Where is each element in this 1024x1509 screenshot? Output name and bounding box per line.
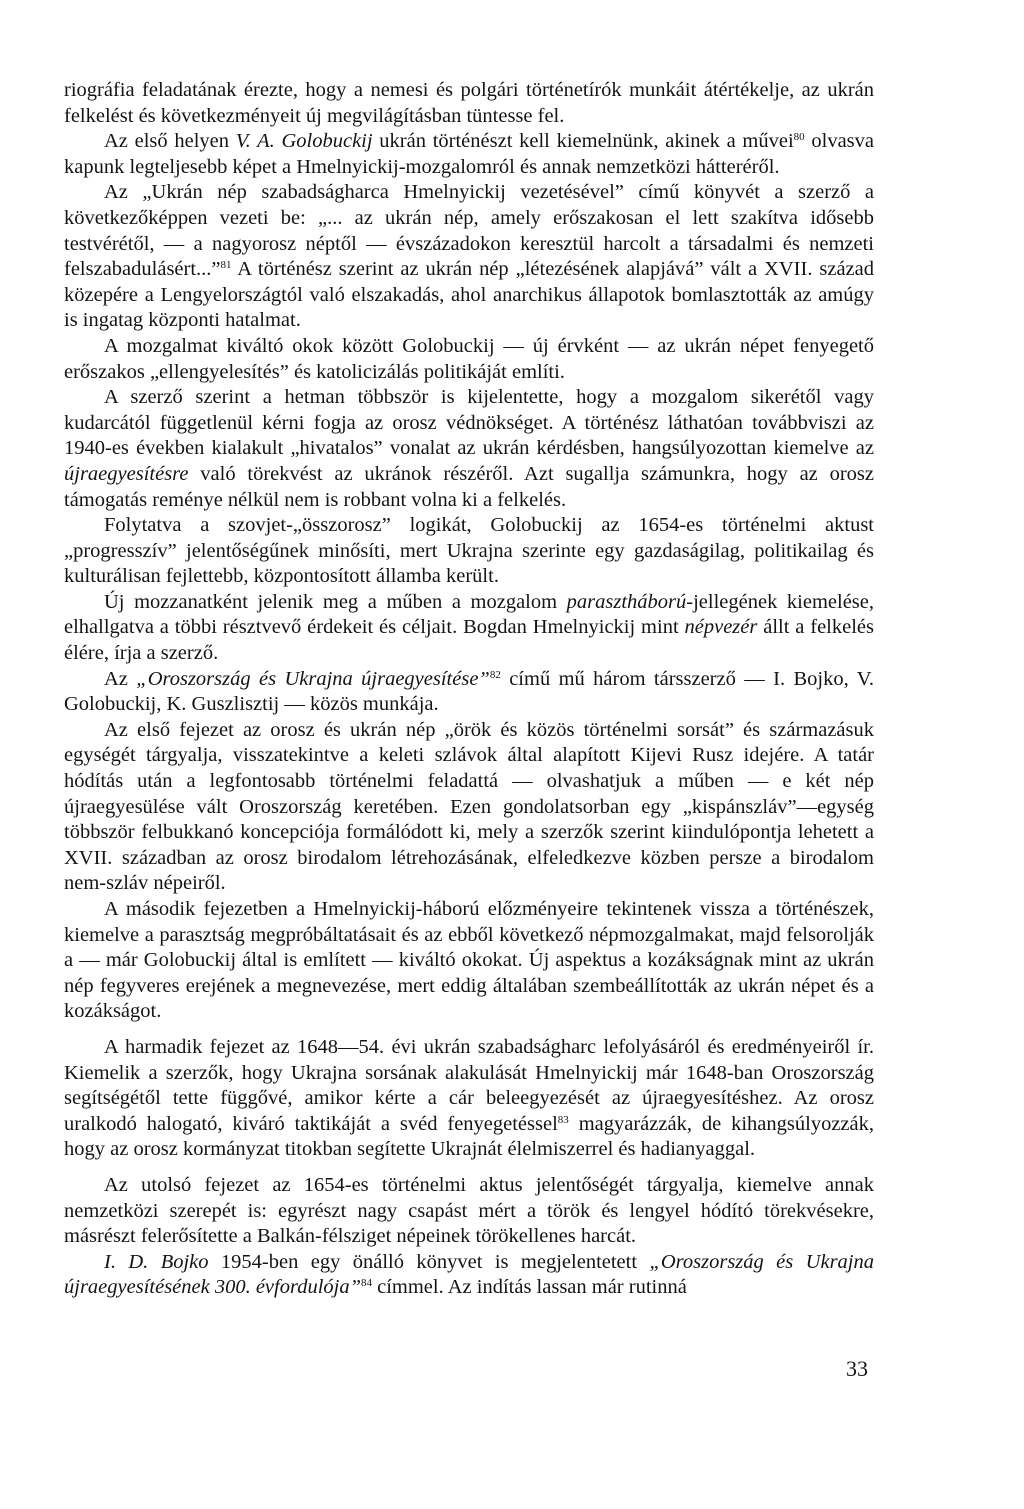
page-text-column	[64, 78, 874, 1301]
paragraph: riográfia feladatának érezte, hogy a nemesi és polgári történetírók munkáit átértékelje, az ukrán felkelést és következményeit új megvilágításban tüntesse fel.	[64, 79, 874, 127]
paragraph: Az „Oroszország és Ukrajna újraegyesítése”$^{82}$ című mű három társszerző — I. Bojko, V. Golobuckij, K. Guszlisztij — közös munkája.	[64, 667, 874, 716]
paragraph: I. D. Bojko 1954-ben egy önálló könyvet is megjelentetett „Oroszország és Ukrajna újraegyesítésének 300. évfordulója”$^{84}$ címmel. Az indítás lassan már rutinná	[64, 1250, 874, 1299]
page-number: 33	[846, 1356, 868, 1381]
paragraph: A harmadik fejezet az 1648—54. évi ukrán szabadságharc lefolyásáról és eredményeiről ír. Kiemelik a szerzők, hogy Ukrajna sorsának alakulását Hmelnyickij már 1648-ban Oroszország segítségétől tette függővé, amikor kérte a cár beleegyezését az újraegyesítéshez. Az orosz uralkodó halogató, kiváró taktikáját a svéd fenyegetéssel$^{83}$ magyarázzák, de kihangsúlyozzák, hogy az orosz kormányzat titokban segítette Ukrajnát élelmiszerrel és hadianyaggal.	[64, 1035, 875, 1161]
paragraph: Új mozzanatként jelenik meg a műben a mozgalom parasztháború-jellegének kiemelése, elhallgatva a többi résztvevő érdekeit és céljait. Bogdan Hmelnyickij mint népvezér állt a felkelés élére, írja a szerző.	[64, 590, 874, 665]
paragraph: A második fejezetben a Hmelnyickij-háború előzményeire tekintenek vissza a történészek, kiemelve a parasztság megpróbáltatásait és az ebből következő népmozgalmakat, majd felsorolják a — már Golobuckij által is említett — kiváltó okokat. Új aspektus a kozákságnak mint az ukrán nép fegyveres erejének a megnevezése, mert eddig általában szembeállították az ukrán népet és a kozákságot.	[64, 898, 874, 1023]
paragraph: A szerző szerint a hetman többször is kijelentette, hogy a mozgalom sikerétől vagy kudarcától függetlenül kérni fogja az orosz védnökséget. A történész láthatóan továbbviszi az 1940-es években kialakult „hivatalos” vonalat az ukrán kérdésben, hangsúlyozottan kiemelve az újraegyesítésre való törekvést az ukránok részéről. Azt sugallja számunkra, hogy az orosz támogatás reménye nélkül nem is robbant volna ki a felkelés.	[64, 386, 874, 511]
paragraph: Az első helyen V. A. Golobuckij ukrán történészt kell kiemelnünk, akinek a művei$^{80}$ olvasva kapunk legteljesebb képet a Hmelnyickij-mozgalomról és annak nemzetközi hátteréről.	[64, 130, 875, 178]
paragraph: Folytatva a szovjet-„összorosz” logikát, Golobuckij az 1654-es történelmi aktust „progresszív” jelentőségűnek minősíti, mert Ukrajna szerinte egy gazdaságilag, politikailag és kulturálisan fejlettebb, központosított államba került.	[64, 514, 874, 588]
paragraph: Az első fejezet az orosz és ukrán nép „örök és közös történelmi sorsát” és származásuk egységét tárgyalja, visszatekintve a keleti szlávok által alapított Kijevi Rusz idejére. A tatár hódítás után a legfontosabb történelmi feladattá — olvashatjuk a műben — e két nép újraegyesülése vált Oroszország keretében. Ezen gondolatsorban egy „kispánszláv”—egység többször felbukkanó koncepciója formálódott ki, mely a szerzők szerint kiindulópontja lehetett a XVII. században az orosz birodalom létrehozásának, elfeledkezve közben persze a birodalom nem-szláv népeiről.	[64, 718, 874, 895]
paragraph: Az utolsó fejezet az 1654-es történelmi aktus jelentőségét tárgyalja, kiemelve annak nemzetközi szerepét is: egyrészt nagy csapást mért a török és lengyel hódító törekvésekre, másrészt felerősítette a Balkán-félsziget népeinek törökellenes harcát.	[64, 1173, 874, 1248]
paragraph: A mozgalmat kiváltó okok között Golobuckij — új érvként — az ukrán népet fenyegető erőszakos „ellengyelesítés” és katolicizálás politikáját említi.	[64, 334, 874, 383]
paragraph: Az „Ukrán nép szabadságharca Hmelnyickij vezetésével” című könyvét a szerző a következőképpen vezeti be: „... az ukrán nép, amely erőszakosan el lett szakítva idősebb testvérétől, — a nagyorosz néptől — évszázadokon keresztül harcolt a társadalmi és nemzeti felszabadulásért...”$^{81}$ A történész szerint az ukrán nép „létezésének alapjává” vált a XVII. század közepére a Lengyelországtól való elszakadás, ahol anarchikus állapotok bomlasztották az amúgy is ingatag központi hatalmat.	[64, 181, 874, 332]
